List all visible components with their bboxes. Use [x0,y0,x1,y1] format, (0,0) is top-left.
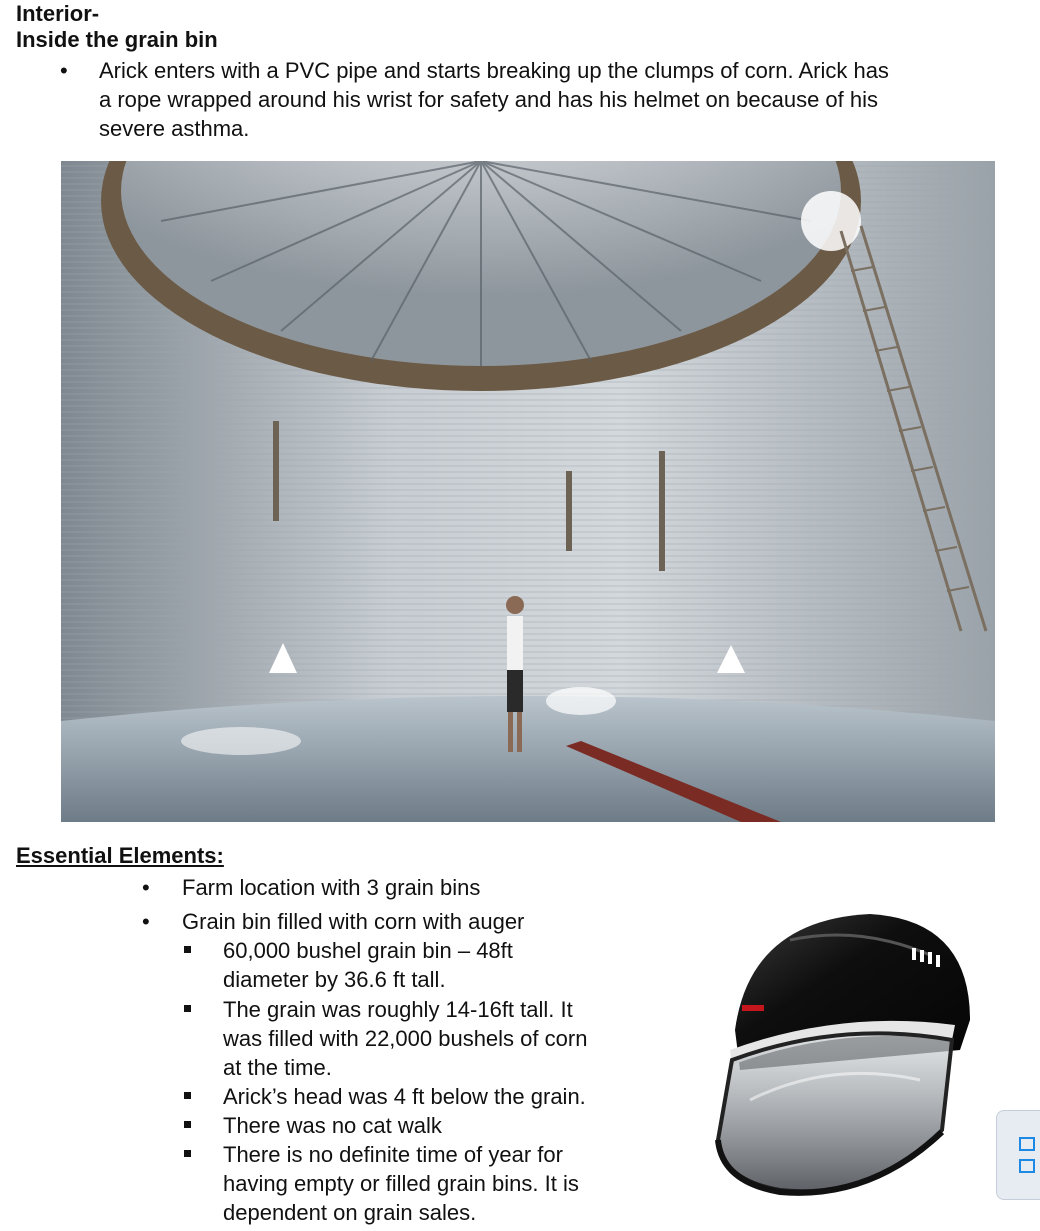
sub-item-line: The grain was roughly 14-16ft tall. It [223,997,573,1022]
section-subheading: Inside the grain bin [16,27,218,52]
sub-item-line: There is no definite time of year for [223,1142,563,1167]
square-bullet [184,1121,191,1128]
sub-item-line: Arick’s head was 4 ft below the grain. [223,1084,586,1109]
page-toggle-icon [1019,1137,1035,1151]
square-bullet [184,1092,191,1099]
essential-item: Grain bin filled with corn with auger [182,909,525,934]
essential-item: Farm location with 3 grain bins [182,875,481,900]
bullet-dot: • [142,875,150,900]
square-bullet [184,946,191,953]
intro-line-2: a rope wrapped around his wrist for safety and has his helmet on because of his [99,87,879,112]
sub-item-line: having empty or filled grain bins. It is [223,1171,579,1196]
sub-item-line: at the time. [223,1055,332,1080]
respirator-helmet-icon [680,900,1000,1220]
bullet-dot: • [60,58,68,83]
square-bullet [184,1005,191,1012]
bullet-dot: • [142,909,150,934]
sub-item-line: diameter by 36.6 ft tall. [223,967,446,992]
page-toggle-icon [1019,1159,1035,1173]
grain-bin-photo [61,161,995,822]
intro-line-3: severe asthma. [99,116,250,141]
square-bullet [184,1150,191,1157]
sub-item-line: 60,000 bushel grain bin – 48ft [223,938,513,963]
essential-elements-title: Essential Elements: [16,843,224,868]
sub-item-line: There was no cat walk [223,1113,442,1138]
sub-item-line: was filled with 22,000 bushels of corn [223,1026,588,1051]
section-heading: Interior- [16,1,100,26]
intro-line-1: Arick enters with a PVC pipe and starts breaking up the clumps of corn. Arick has [99,58,889,83]
sub-item-line: dependent on grain sales. [223,1200,477,1225]
page-toggle-button[interactable] [996,1110,1040,1200]
